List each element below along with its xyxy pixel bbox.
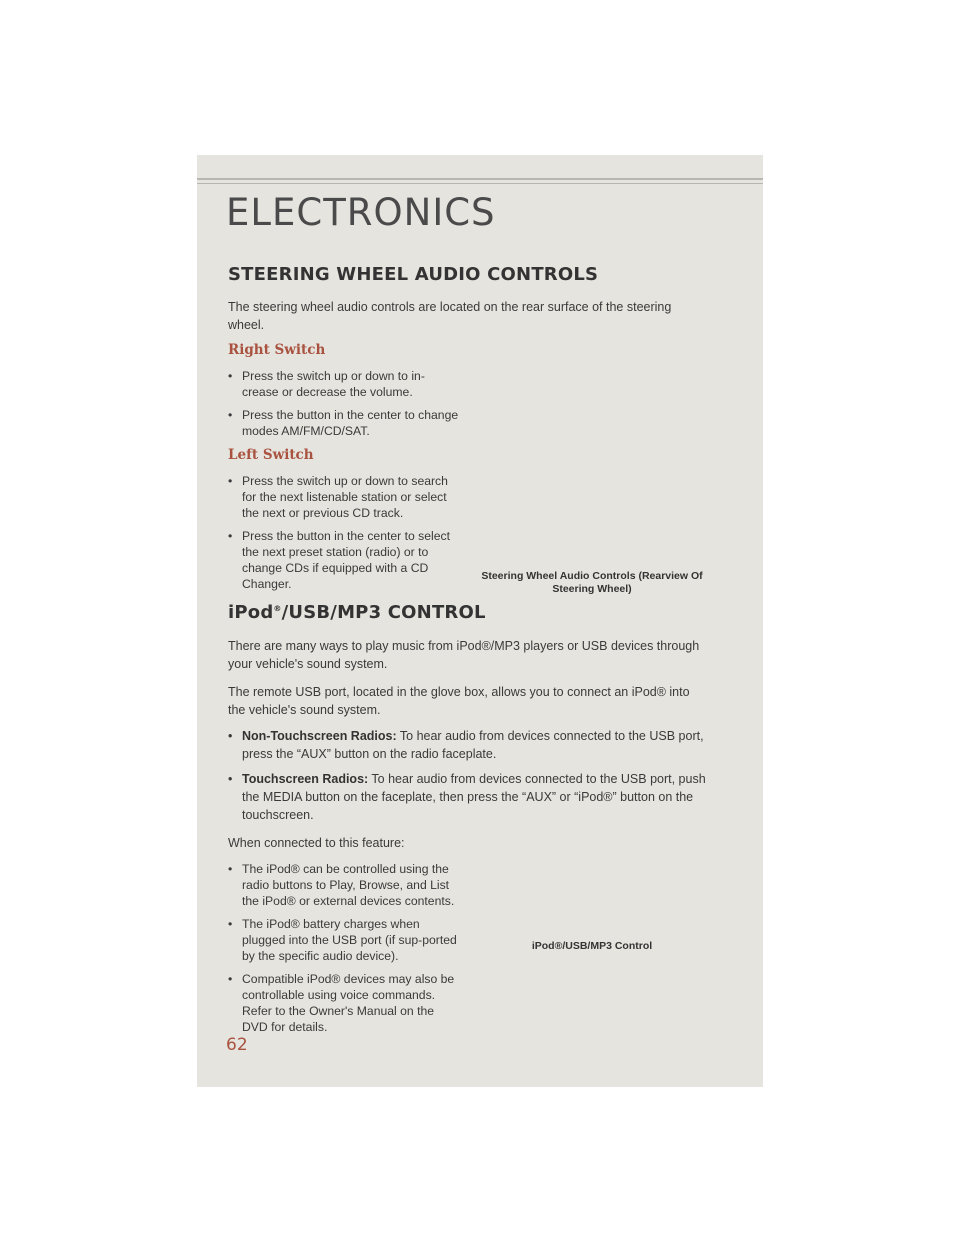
list-item: • Press the switch up or down to in-crease or decrease the volume. [228, 368, 460, 400]
right-switch-list [228, 368, 460, 439]
page-content [228, 264, 709, 1042]
header-rule-thin [197, 183, 763, 184]
radio-type-label: Touchscreen Radios: [242, 772, 369, 786]
ipod-title-pre: iPod [228, 602, 274, 623]
list-item [228, 770, 709, 824]
ipod-para-1: There are many ways to play music from iPod®/MP3 players or USB devices through your vehicle's sound system. [228, 639, 700, 671]
ipod-figure-caption: iPod®/USB/MP3 Control [531, 940, 653, 952]
list-item: • Press the switch up or down to search for the next listenable station or select the next or previous CD track. [228, 473, 460, 521]
list-item: • The iPod® can be controlled using the radio buttons to Play, Browse, and List the iPod® or external devices contents. [228, 861, 460, 909]
manual-page [197, 155, 763, 1087]
connected-intro: When connected to this feature: [228, 836, 405, 850]
registered-mark: ® [273, 604, 282, 613]
steering-controls-heading: STEERING WHEEL AUDIO CONTROLS [228, 264, 599, 285]
page-number: 62 [226, 1035, 248, 1055]
connected-list [228, 861, 460, 1035]
section-title: ELECTRONICS [226, 191, 496, 234]
radio-type-list [228, 727, 709, 824]
ipod-control-heading [228, 602, 709, 623]
list-item: • Press the button in the center to select the next preset station (radio) or to change CDs if equipped with a CD Changer. [228, 528, 460, 592]
list-item: • Press the button in the center to change modes AM/FM/CD/SAT. [228, 407, 460, 439]
header-rule [197, 178, 763, 180]
ipod-title-post: /USB/MP3 CONTROL [281, 602, 486, 623]
steering-figure-caption: Steering Wheel Audio Controls (Rearview Of Steering Wheel) [481, 570, 703, 595]
list-item [228, 727, 709, 763]
left-switch-heading: Left Switch [228, 447, 314, 463]
radio-type-text: To hear audio from devices connected to the USB port, press the “AUX” button on the radio faceplate. [242, 729, 704, 761]
radio-type-text: To hear audio from devices connected to the USB port, push the MEDIA button on the faceplate, then press the “AUX” or “iPod®” button on the touchscreen. [242, 772, 706, 822]
right-switch-heading: Right Switch [228, 342, 326, 358]
ipod-para-2: The remote USB port, located in the glove box, allows you to connect an iPod® into the vehicle's sound system. [228, 685, 690, 717]
steering-intro: The steering wheel audio controls are located on the rear surface of the steering wheel. [228, 300, 672, 332]
list-item: • Compatible iPod® devices may also be controllable using voice commands. Refer to the Owner's Manual on the DVD for details. [228, 971, 460, 1035]
list-item: • The iPod® battery charges when plugged into the USB port (if sup-ported by the specific audio device). [228, 916, 460, 964]
left-switch-list [228, 473, 460, 592]
radio-type-label: Non-Touchscreen Radios: [242, 729, 397, 743]
